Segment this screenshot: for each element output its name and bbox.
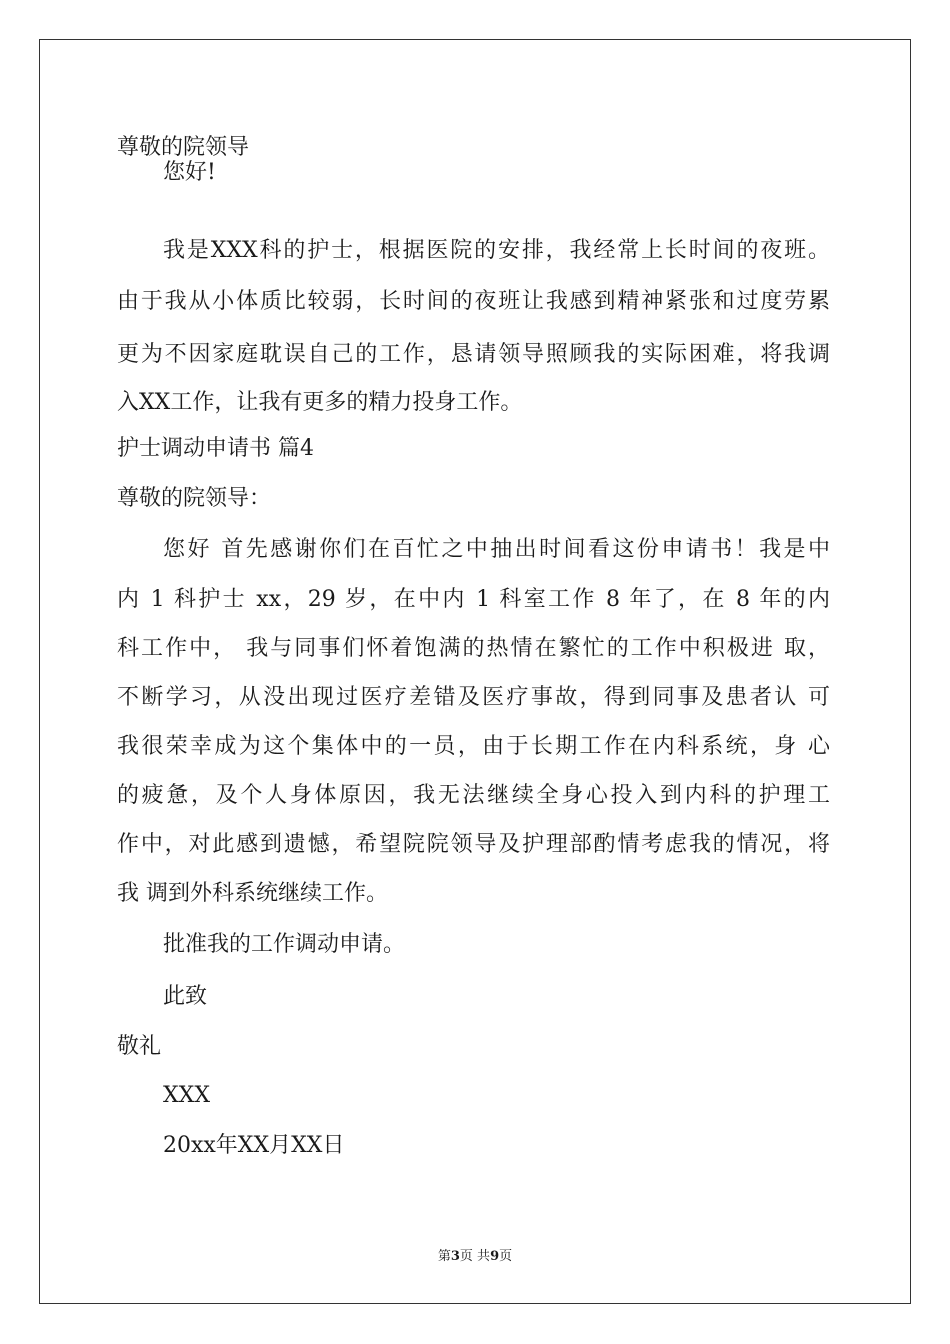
signature: XXX — [163, 1083, 210, 1108]
body-line: 科工作中， 我与同事们怀着饱满的热情在繁忙的工作中积极进 取， — [117, 636, 830, 661]
body-line: 不断学习，从没出现过医疗差错及医疗事故，得到同事及患者认 可 — [117, 685, 830, 710]
closing: 此致 — [163, 984, 208, 1009]
salutation: 尊敬的院领导 — [117, 135, 250, 160]
body-line: 的疲惫，及个人身体原因，我无法继续全身心投入到内科的护理工 — [117, 783, 830, 808]
section-title: 护士调动申请书 篇4 — [117, 436, 314, 461]
greeting: 您好! — [163, 160, 216, 185]
body-line: 我 调到外科系统继续工作。 — [117, 881, 388, 906]
page-footer — [0, 1249, 950, 1265]
body-line: 入XX工作，让我有更多的精力投身工作。 — [117, 390, 523, 415]
page-label: 页 — [499, 1249, 513, 1264]
body-line: 我是XXX科的护士，根据医院的安排，我经常上长时间的夜班。 — [163, 238, 830, 263]
body-line: 更为不因家庭耽误自己的工作，恳请领导照顾我的实际困难，将我调 — [117, 342, 830, 367]
body-line: 由于我从小体质比较弱，长时间的夜班让我感到精神紧张和过度劳累 — [117, 289, 830, 314]
request-line: 批准我的工作调动申请。 — [163, 932, 406, 957]
salutation: 尊敬的院领导： — [117, 486, 272, 511]
page-label: 页 共 — [459, 1249, 491, 1264]
page-border — [39, 39, 911, 1304]
regards: 敬礼 — [117, 1034, 162, 1059]
page-total: 9 — [490, 1249, 500, 1264]
body-line: 我很荣幸成为这个集体中的一员，由于长期工作在内科系统，身 心 — [117, 734, 830, 759]
body-line: 作中，对此感到遗憾，希望院院领导及护理部酌情考虑我的情况，将 — [117, 832, 830, 857]
body-line: 您好 首先感谢你们在百忙之中抽出时间看这份申请书！我是中 — [163, 537, 830, 562]
date: 20xx年XX月XX日 — [163, 1133, 345, 1158]
page-label: 第 — [437, 1249, 451, 1264]
body-line: 内 1 科护士 xx，29 岁，在中内 1 科室工作 8 年了，在 8 年的内 — [117, 587, 830, 612]
page-current: 3 — [450, 1249, 460, 1264]
